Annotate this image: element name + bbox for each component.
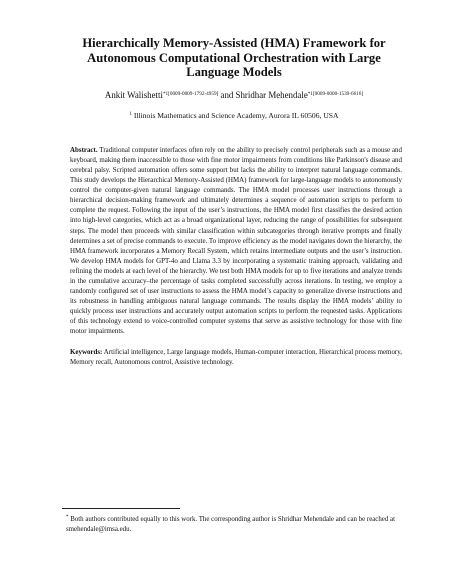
author-name: Ankit Walishetti bbox=[104, 89, 163, 100]
footnote-text: Both authors contributed equally to this work. The corresponding author is Shridhar Mehendale and can be reached at smehendale@imsa.edu. bbox=[66, 516, 396, 533]
author-name: Shridhar Mehendale bbox=[235, 89, 308, 100]
affiliation bbox=[62, 110, 406, 121]
keywords-text: Artificial intelligence, Large language models, Human-computer interaction, Hierarchical process memory, Memory recall, Autonomous control, Assistive technology. bbox=[70, 347, 402, 366]
abstract-paragraph bbox=[70, 145, 402, 337]
author-joiner: and bbox=[218, 89, 236, 100]
keywords-label: Keywords: bbox=[70, 347, 103, 356]
author-line bbox=[62, 89, 406, 101]
affiliation-text: Illinois Mathematics and Science Academy, Aurora IL 60506, USA bbox=[131, 110, 339, 120]
footnote-mark: * bbox=[66, 515, 69, 520]
paper-title: Hierarchically Memory-Assisted (HMA) Framework for Autonomous Computational Orchestration with Large Language Models bbox=[82, 36, 386, 80]
abstract-text: Traditional computer interfaces often rely on the ability to precisely control peripherals such as a mouse and keyboard, making them inaccessible to those with fine motor impairments from conditions like Parkinson's disease and cerebral palsy. Scripted automation offers some support but lacks the ability to interpret natural language commands. This study develops the Hierarchical Memory-Assisted (HMA) framework for large-language models to autonomously control the computer-given natural language commands. The HMA model processes user instructions through a hierarchical decision-making framework and ultimately determines a sequence of automation scripts to perform to complete the request. Following the input of the user’s instructions, the HMA model first classifies the desired action into high-level categories, which act as a broad organizational layer, reducing the range of possibilities for subsequent steps. The model then proceeds with similar classification within subcategories through iterative prompts and finally determines a set of precise commands to execute. To improve efficiency as the model navigates down the hierarchy, the HMA framework incorporates a Memory Recall System, which retains intermediate outputs and the user’s instruction. We develop HMA models for GPT-4o and Llama 3.3 by incorporating a systematic training approach, validating and refining the models at each level of the hierarchy. We test both HMA models for up to five iterations and analyze trends in the cumulative accuracy–the percentage of tasks completed successfully across iterations. In testing, we employ a randomly configured set of user instructions to assess the HMA model’s capacity to generalize diverse instructions and its robustness in handling ambiguous natural language commands. The results display the HMA models’ ability to quickly process user instructions and accurately output automation scripts to perform the requested tasks. Applications of this technology extend to voice-controlled computer systems that serve as assistive technology for those with fine motor impairments. bbox=[70, 145, 402, 336]
footnote bbox=[66, 513, 400, 534]
abstract-section bbox=[62, 145, 406, 367]
author-marks: *1[0009-0000-1539-6616] bbox=[307, 90, 364, 97]
keywords-paragraph bbox=[70, 347, 402, 367]
abstract-label: Abstract. bbox=[70, 145, 98, 154]
footnote-divider bbox=[62, 508, 180, 509]
author-marks: *1[0009-0009-1792-4959] bbox=[162, 90, 219, 97]
affiliation-mark: 1 bbox=[129, 111, 132, 117]
